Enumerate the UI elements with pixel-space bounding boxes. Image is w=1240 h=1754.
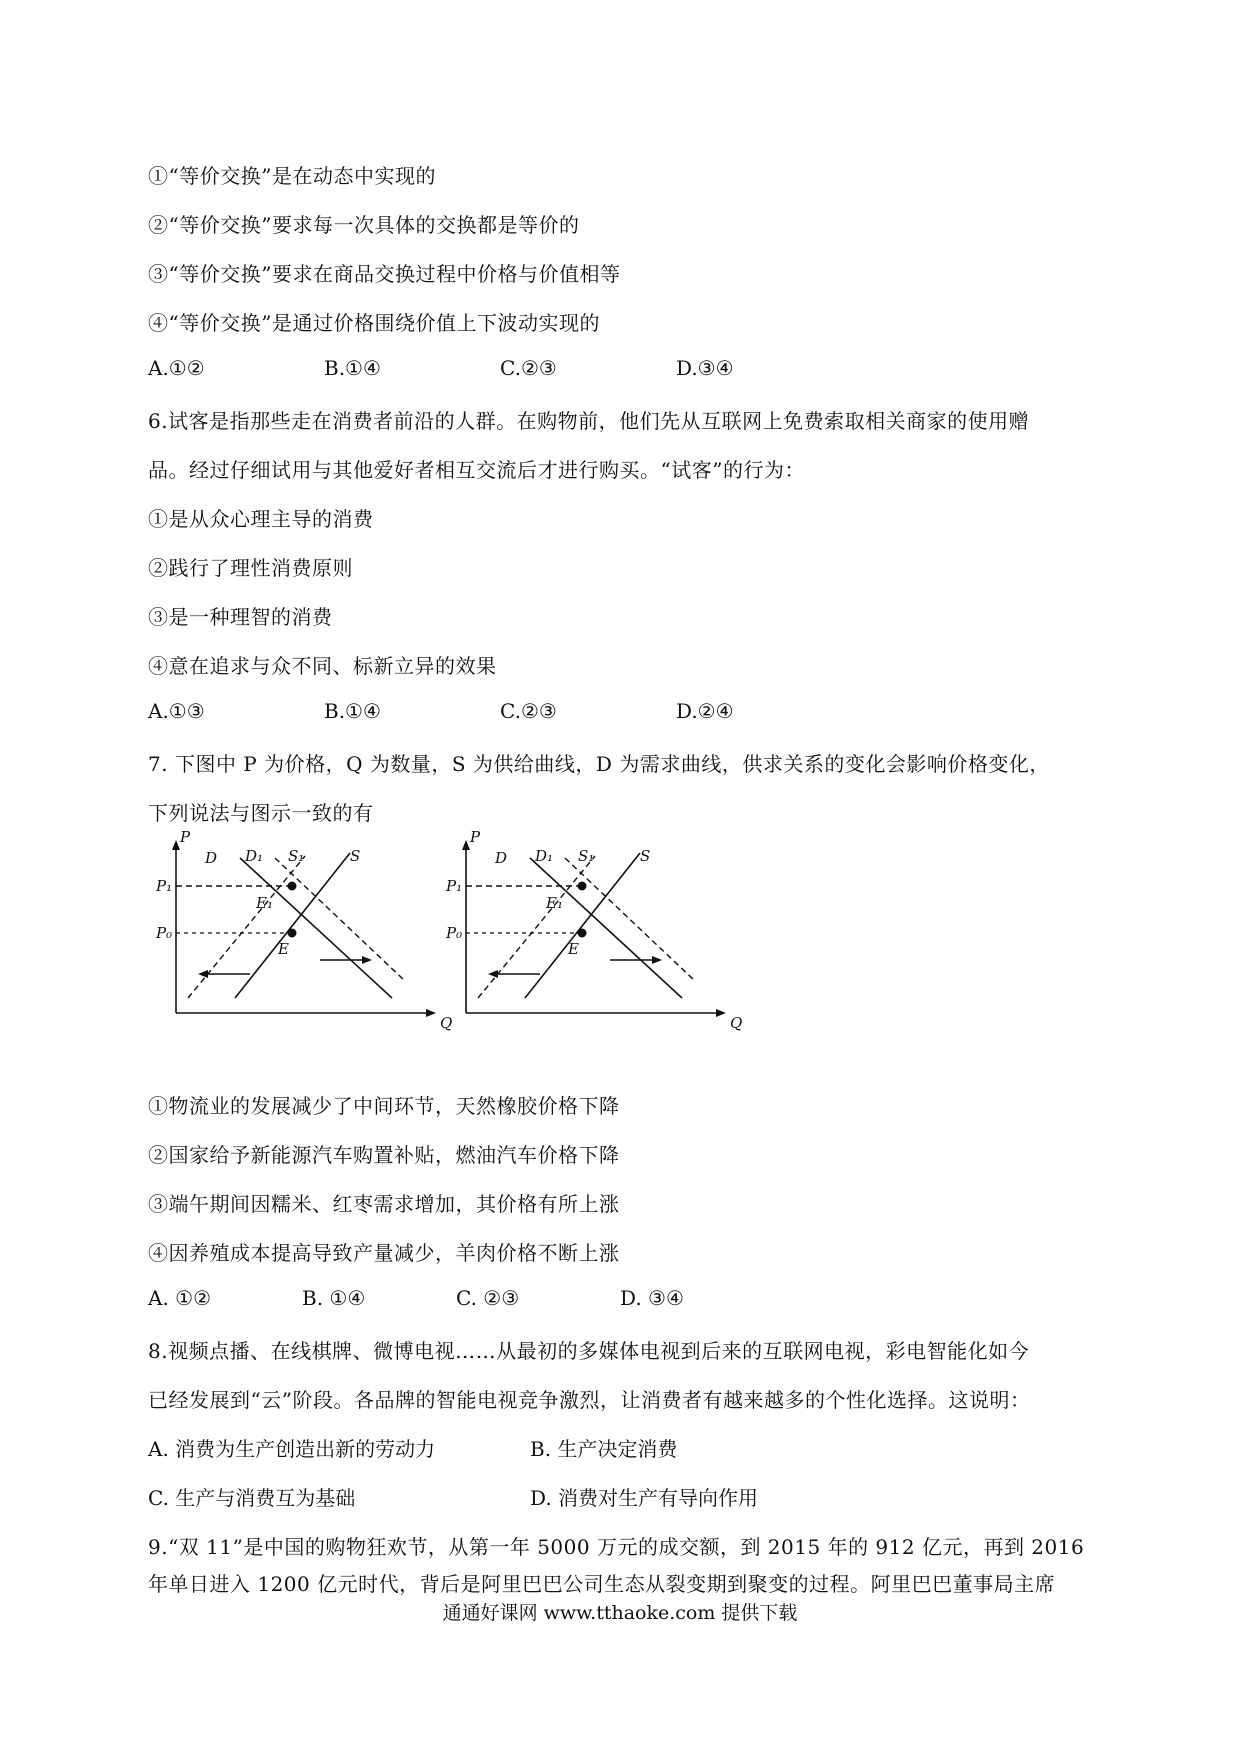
- q7-option-d: D. ③④: [620, 1286, 684, 1310]
- q8-option-b: B. 生产决定消费: [530, 1437, 678, 1461]
- q7-item-3: ③端午期间因糯米、红枣需求增加，其价格有所上涨: [148, 1192, 620, 1216]
- q5-item-3: ③“等价交换”要求在商品交换过程中价格与价值相等: [148, 262, 621, 286]
- p1-label: P₁: [156, 877, 173, 895]
- e-label: E: [278, 940, 289, 958]
- q7-item-1: ①物流业的发展减少了中间环节，天然橡胶价格下降: [148, 1094, 620, 1118]
- e1-label: E₁: [546, 894, 563, 912]
- e1-point: [578, 882, 587, 891]
- page-footer: 通通好课网 www.tthaoke.com 提供下载: [442, 1602, 798, 1624]
- d1-label: D₁: [535, 847, 554, 865]
- p1-label: P₁: [446, 877, 463, 895]
- q8-option-d: D. 消费对生产有导向作用: [530, 1486, 759, 1510]
- q6-item-2: ②践行了理性消费原则: [148, 556, 353, 580]
- d-label: D: [205, 849, 218, 867]
- demand-curve-d: [240, 858, 392, 998]
- q9-stem-line-1: 9.“双 11”是中国的购物狂欢节，从第一年 5000 万元的成交额，到 2015 年的 912 亿元，再到 2016: [148, 1535, 1085, 1559]
- q8-stem-line-2: 已经发展到“云”阶段。各品牌的智能电视竞争激烈，让消费者有越来越多的个性化选择。这说明：: [148, 1388, 1031, 1412]
- q7-option-c: C. ②③: [456, 1286, 520, 1310]
- demand-curve-d: [530, 858, 682, 998]
- s1-label: S₁: [288, 847, 305, 865]
- q7-stem-line-1: 7. 下图中 P 为价格，Q 为数量，S 为供给曲线，D 为需求曲线，供求关系的变化会影响价格变化，: [148, 752, 1050, 776]
- p-axis-label: P: [180, 828, 191, 846]
- q5-option-b: B.①④: [324, 356, 381, 380]
- q6-option-a: A.①③: [148, 699, 205, 723]
- demand-curve-d1: [565, 858, 694, 980]
- p0-label: P₀: [156, 924, 173, 942]
- q7-stem-line-2: 下列说法与图示一致的有: [148, 801, 374, 825]
- q5-item-2: ②“等价交换”要求每一次具体的交换都是等价的: [148, 213, 580, 237]
- q5-option-d: D.③④: [676, 356, 734, 380]
- q6-option-b: B.①④: [324, 699, 381, 723]
- q6-item-3: ③是一种理智的消费: [148, 605, 333, 629]
- q6-stem-line-1: 6.试客是指那些走在消费者前沿的人群。在购物前，他们先从互联网上免费索取相关商家的使用赠: [148, 409, 1030, 433]
- q7-item-4: ④因养殖成本提高导致产量减少，羊肉价格不断上涨: [148, 1241, 620, 1265]
- e-label: E: [568, 940, 579, 958]
- q7-option-b: B. ①④: [302, 1286, 366, 1310]
- q7-item-2: ②国家给予新能源汽车购置补贴，燃油汽车价格下降: [148, 1143, 620, 1167]
- e1-label: E₁: [256, 894, 273, 912]
- q5-item-1: ①“等价交换”是在动态中实现的: [148, 164, 436, 188]
- q6-option-d: D.②④: [676, 699, 734, 723]
- q9-stem-line-2: 年单日进入 1200 亿元时代，背后是阿里巴巴公司生态从裂变期到聚变的过程。阿里巴巴董事局主席: [148, 1572, 1056, 1596]
- q5-option-c: C.②③: [500, 356, 557, 380]
- q7-option-a: A. ①②: [148, 1286, 212, 1310]
- demand-curve-d1: [275, 858, 404, 980]
- supply-demand-figure-right: [446, 828, 743, 1032]
- p-axis-label: P: [470, 828, 481, 846]
- d-label: D: [495, 849, 508, 867]
- e-point: [578, 929, 587, 938]
- q5-option-a: A.①②: [148, 356, 205, 380]
- q6-stem-line-2: 品。经过仔细试用与其他爱好者相互交流后才进行购买。“试客”的行为：: [148, 458, 805, 482]
- s-label: S: [350, 847, 361, 865]
- q-axis-label: Q: [440, 1014, 453, 1032]
- q-axis-label: Q: [730, 1014, 743, 1032]
- p0-label: P₀: [446, 924, 463, 942]
- q8-option-c: C. 生产与消费互为基础: [148, 1486, 356, 1510]
- q8-option-a: A. 消费为生产创造出新的劳动力: [148, 1437, 436, 1461]
- e1-point: [288, 882, 297, 891]
- q5-item-4: ④“等价交换”是通过价格围绕价值上下波动实现的: [148, 311, 600, 335]
- d1-label: D₁: [245, 847, 264, 865]
- s-label: S: [640, 847, 651, 865]
- supply-demand-figure-left: [156, 828, 453, 1032]
- e-point: [288, 929, 297, 938]
- q6-item-1: ①是从众心理主导的消费: [148, 507, 374, 531]
- q8-stem-line-1: 8.视频点播、在线棋牌、微博电视……从最初的多媒体电视到后来的互联网电视，彩电智能化如今: [148, 1339, 1030, 1363]
- q6-item-4: ④意在追求与众不同、标新立异的效果: [148, 654, 497, 678]
- q6-option-c: C.②③: [500, 699, 557, 723]
- s1-label: S₁: [578, 847, 595, 865]
